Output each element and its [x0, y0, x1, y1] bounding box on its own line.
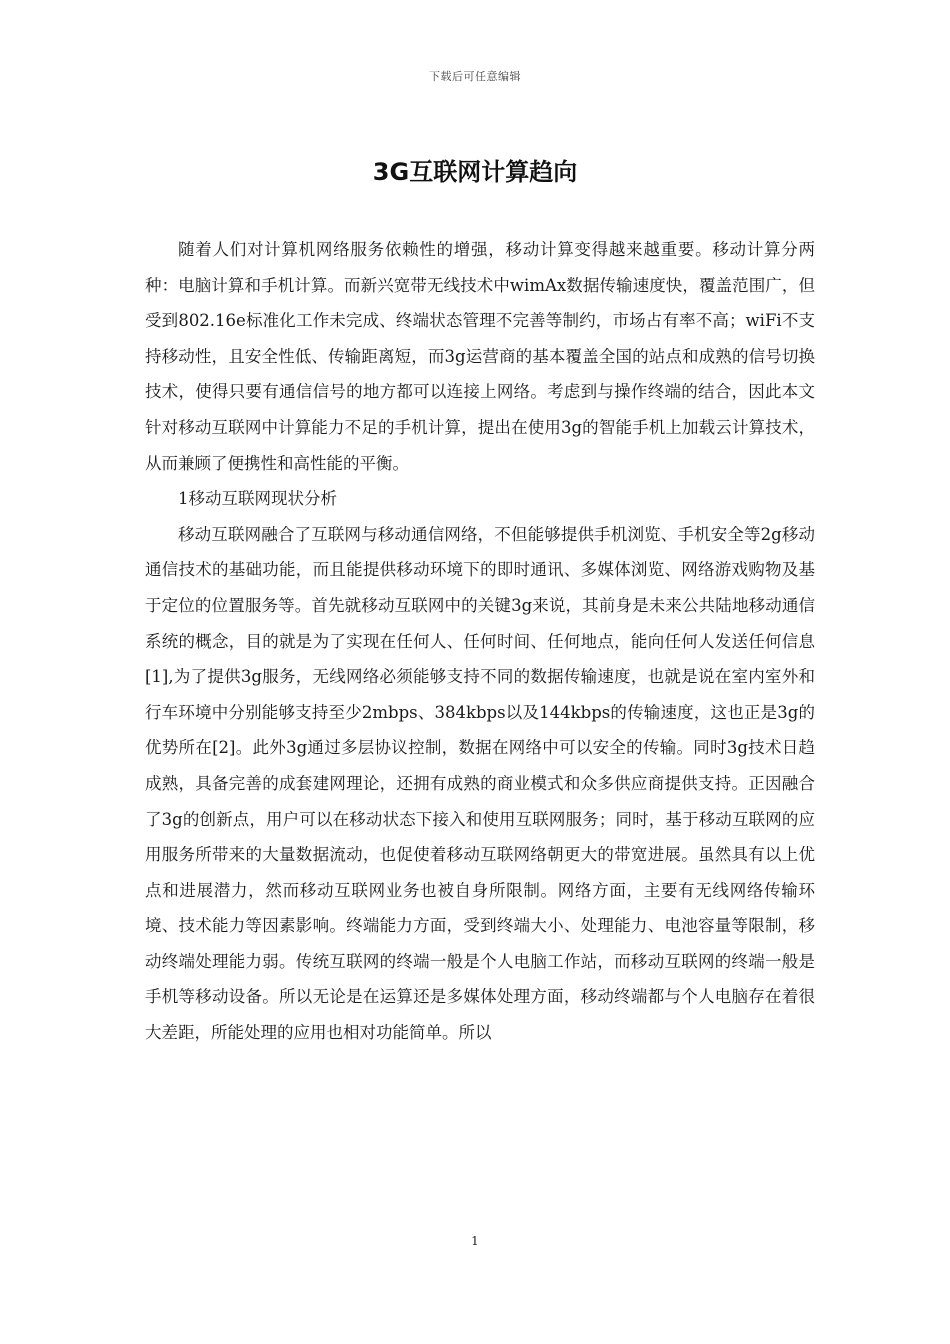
document-body — [145, 232, 815, 1051]
header-note: 下载后可任意编辑 — [429, 70, 521, 83]
paragraph-analysis: 移动互联网融合了互联网与移动通信网络，不但能够提供手机浏览、手机安全等2g移动通信技术的基础功能，而且能提供移动环境下的即时通讯、多媒体浏览、网络游戏购物及基于定位的位置服务等。首先就移动互联网中的关键3g来说，其前身是未来公共陆地移动通信系统的概念，目的就是为了实现在任何人、任何时间、任何地点，能向任何人发送任何信息[1],为了提供3g服务，无线网络必须能够支持不同的数据传输速度，也就是说在室内室外和行车环境中分别能够支持至少2mbps、384kbps以及144kbps的传输速度，这也正是3g的优势所在[2]。此外3g通过多层协议控制，数据在网络中可以安全的传输。同时3g技术日趋成熟，具备完善的成套建网理论，还拥有成熟的商业模式和众多供应商提供支持。正因融合了3g的创新点，用户可以在移动状态下接入和使用互联网服务；同时，基于移动互联网的应用服务所带来的大量数据流动，也促使着移动互联网络朝更大的带宽进展。虽然具有以上优点和进展潜力，然而移动互联网业务也被自身所限制。网络方面，主要有无线网络传输环境、技术能力等因素影响。终端能力方面，受到终端大小、处理能力、电池容量等限制，移动终端处理能力弱。传统互联网的终端一般是个人电脑工作站，而移动互联网的终端一般是手机等移动设备。所以无论是在运算还是多媒体处理方面，移动终端都与个人电脑存在着很大差距，所能处理的应用也相对功能简单。所以 — [145, 524, 815, 1043]
section-heading: 1移动互联网现状分析 — [178, 489, 337, 509]
document-title: 3G互联网计算趋向 — [372, 158, 578, 186]
page-number: 1 — [471, 1234, 479, 1248]
paragraph-intro: 随着人们对计算机网络服务依赖性的增强，移动计算变得越来越重要。移动计算分两种：电脑计算和手机计算。而新兴宽带无线技术中wimAx数据传输速度快，覆盖范围广，但受到802.16e标准化工作未完成、终端状态管理不完善等制约，市场占有率不高；wiFi不支持移动性，且安全性低、传输距离短，而3g运营商的基本覆盖全国的站点和成熟的信号切换技术，使得只要有通信信号的地方都可以连接上网络。考虑到与操作终端的结合，因此本文针对移动互联网中计算能力不足的手机计算，提出在使用3g的智能手机上加载云计算技术，从而兼顾了便携性和高性能的平衡。 — [145, 240, 815, 473]
